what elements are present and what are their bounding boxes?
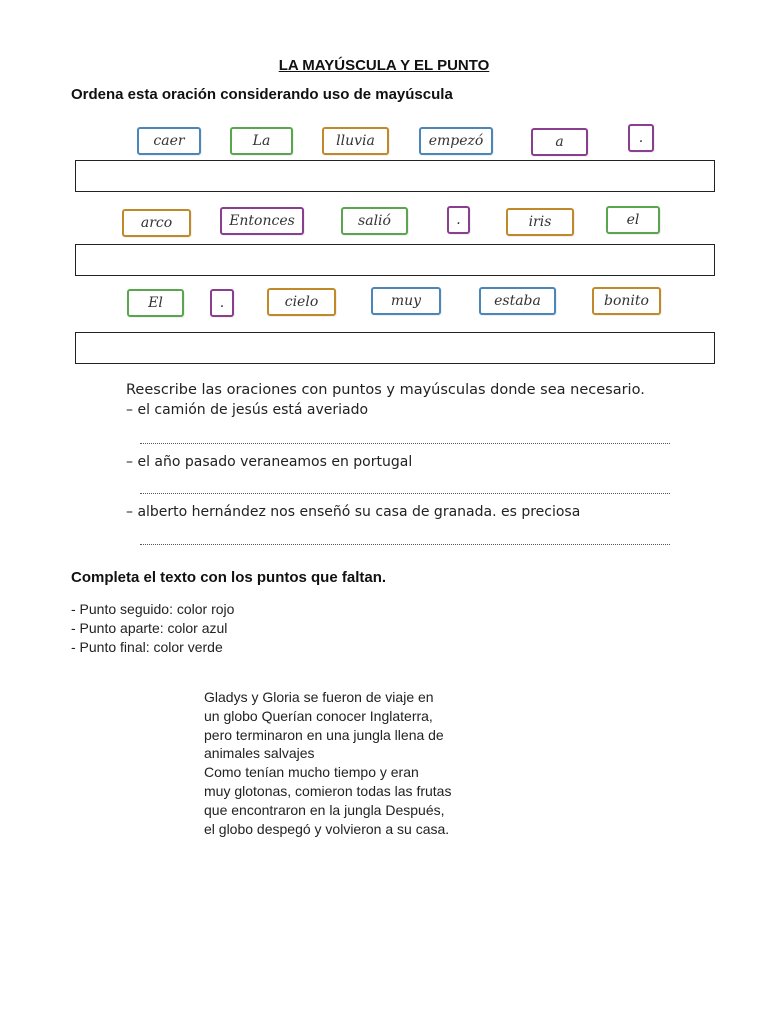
sentence-3: – alberto hernández nos enseñó su casa de granada. es preciosa: [126, 504, 581, 520]
word-card[interactable]: bonito: [592, 287, 661, 315]
word-card[interactable]: Entonces: [220, 207, 304, 235]
word-card[interactable]: el: [606, 206, 660, 234]
answer-box-2[interactable]: [75, 244, 715, 276]
dotted-answer-line-1[interactable]: [140, 443, 670, 444]
story-line: animales salvajes: [204, 745, 315, 762]
word-card[interactable]: estaba: [479, 287, 556, 315]
story-text: [204, 688, 504, 838]
story-line: un globo Querían conocer Inglaterra,: [204, 707, 433, 724]
exercise2-instruction: Reescribe las oraciones con puntos y mayúsculas donde sea necesario.: [126, 382, 645, 398]
word-card[interactable]: a: [531, 128, 588, 156]
story-line: Gladys y Gloria se fueron de viaje en: [204, 689, 434, 705]
legend-item: - Punto final: color verde: [71, 639, 223, 655]
word-card[interactable]: iris: [506, 208, 574, 236]
story-line: el globo despegó y volvieron a su casa.: [204, 820, 450, 837]
story-line: Como tenían mucho tiempo y eran: [204, 764, 419, 781]
word-card-period[interactable]: .: [210, 289, 234, 317]
story-line: muy glotonas, comieron todas las frutas: [204, 782, 452, 799]
story-line: que encontraron en la jungla Después,: [204, 801, 445, 818]
answer-box-3[interactable]: [75, 332, 715, 364]
story-line: pero terminaron en una jungla llena de: [204, 726, 444, 743]
word-card[interactable]: La: [230, 127, 293, 155]
dotted-answer-line-3[interactable]: [140, 544, 670, 545]
sentence-1: – el camión de jesús está averiado: [126, 402, 369, 418]
word-card[interactable]: caer: [137, 127, 201, 155]
word-card[interactable]: salió: [341, 207, 408, 235]
sentence-2: – el año pasado veraneamos en portugal: [126, 454, 413, 470]
word-card[interactable]: cielo: [267, 288, 336, 316]
legend-item: - Punto seguido: color rojo: [71, 601, 235, 617]
answer-box-1[interactable]: [75, 160, 715, 192]
word-card-period[interactable]: .: [628, 124, 654, 152]
exercise3-instruction: Completa el texto con los puntos que faltan.: [71, 569, 387, 586]
word-card[interactable]: muy: [371, 287, 441, 315]
word-card[interactable]: empezó: [419, 127, 493, 155]
word-card[interactable]: arco: [122, 209, 191, 237]
word-card[interactable]: El: [127, 289, 184, 317]
page-title: LA MAYÚSCULA Y EL PUNTO: [278, 57, 490, 74]
word-card[interactable]: lluvia: [322, 127, 389, 155]
legend-item: - Punto aparte: color azul: [71, 620, 228, 636]
dotted-answer-line-2[interactable]: [140, 493, 670, 494]
word-card-period[interactable]: .: [447, 206, 470, 234]
exercise1-instruction: Ordena esta oración considerando uso de mayúscula: [71, 86, 453, 103]
